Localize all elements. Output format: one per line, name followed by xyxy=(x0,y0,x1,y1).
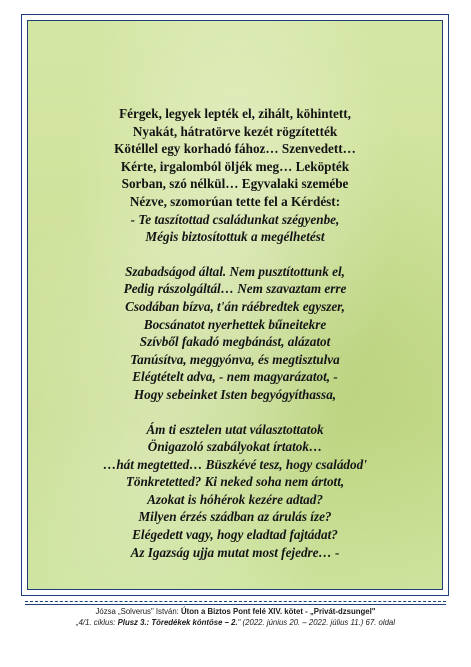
footer-author: Józsa „Solverus" István: xyxy=(95,607,182,616)
footer-cycle-prefix: „4/1. ciklus: xyxy=(75,617,118,627)
poem-line: …hát megtetted… Büszkévé tesz, hogy családod' xyxy=(103,456,367,472)
footer-divider xyxy=(25,604,446,605)
footer-divider-dashed xyxy=(25,601,446,602)
poem-line: Kötéllel egy korhadó fához… Szenvedett… xyxy=(114,141,356,157)
footer-cycle-title: Plusz 3.: Töredékek köntöse – 2. xyxy=(117,617,238,627)
poem-line: Ám ti esztelen utat választottatok xyxy=(146,421,324,437)
poem-line-italic: Mégis biztosítottuk a megélhetést xyxy=(145,229,325,245)
poem-line: Tanúsítva, meggyónva, és megtisztulva xyxy=(130,351,340,367)
poem-line: Sorban, szó nélkül… Egyvalaki szemébe xyxy=(121,176,349,192)
poem-line: Férgek, legyek lepték el, zihált, köhintett, xyxy=(119,106,351,121)
poem-line: Nézve, szomorúan tette fel a Kérdést: xyxy=(129,193,341,209)
poem-line: Elégedett vagy, hogy eladtad fajtádat? xyxy=(132,527,338,543)
stanza-2 xyxy=(28,263,442,404)
page-background xyxy=(27,20,443,590)
poem-line: Szívből fakadó megbánást, alázatot xyxy=(139,334,331,350)
poem-line: Önigazoló szabályokat írtatok… xyxy=(147,439,323,455)
poem-line: Szabadságod által. Nem pusztítottunk el, xyxy=(125,263,345,279)
footer-book-title: Úton a Biztos Pont felé XIV. kötet - „Privát-dzsungel" xyxy=(181,607,376,616)
poem-line-italic: - Te taszítottad családunkat szégyenbe, xyxy=(130,211,340,227)
poem-line: Milyen érzés szádban az árulás íze? xyxy=(138,509,332,525)
poem-line: Elégtételt adva, - nem magyarázatot, - xyxy=(132,369,338,385)
page-footer xyxy=(0,607,471,628)
poem-line: Csodában bízva, t'án ráébredtek egyszer, xyxy=(125,298,345,314)
footer-line-2 xyxy=(0,618,471,629)
poem xyxy=(28,105,442,578)
stanza-1 xyxy=(28,105,442,246)
poem-line: Azokat is hóhérok kezére adtad? xyxy=(147,491,323,507)
footer-line-1 xyxy=(0,607,471,618)
footer-page-info: " (2022. június 20. – 2022. július 11.) 67. oldal xyxy=(237,617,395,627)
poem-line: Nyakát, hátratörve kezét rögzítették xyxy=(132,123,338,139)
poem-line: Tönkretetted? Ki neked soha nem ártott, xyxy=(125,474,345,490)
poem-line: Az Igazság ujja mutat most fejedre… - xyxy=(130,544,340,560)
stanza-3 xyxy=(28,421,442,562)
poem-line: Kérte, irgalomból öljék meg… Leköpték xyxy=(120,158,350,174)
poem-line: Bocsánatot nyerhettek bűneitekre xyxy=(143,316,327,332)
poem-line: Pedig rászolgáltál… Nem szavaztam erre xyxy=(123,281,347,297)
poem-line: Hogy sebeinket Isten begyógyíthassa, xyxy=(133,386,337,402)
